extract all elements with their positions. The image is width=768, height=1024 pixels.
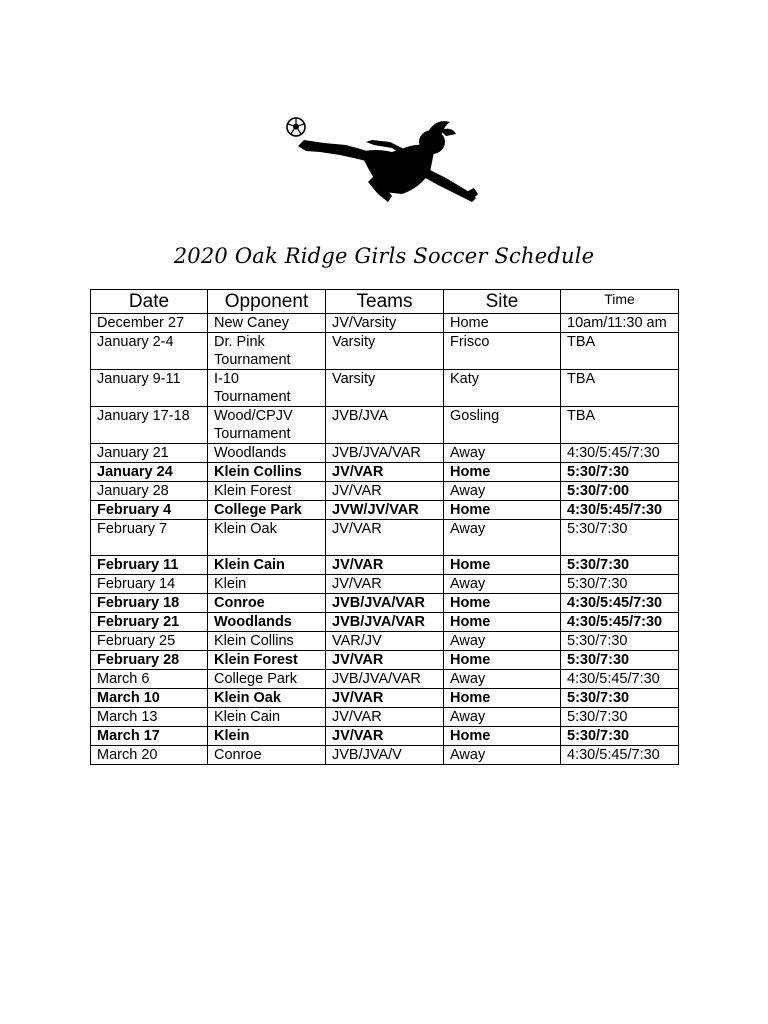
- soccer-player-illustration: [280, 112, 485, 207]
- header-opponent: Opponent: [208, 290, 326, 314]
- header-site: Site: [444, 290, 561, 314]
- cell-site: Away: [444, 444, 561, 463]
- cell-teams: JV/VAR: [326, 727, 444, 746]
- table-row: [91, 727, 679, 746]
- cell-opponent: Wood/CPJV Tournament: [208, 407, 326, 444]
- cell-site: Away: [444, 632, 561, 651]
- cell-opponent: College Park: [208, 670, 326, 689]
- cell-time: 5:30/7:30: [561, 708, 679, 727]
- cell-opponent: Conroe: [208, 746, 326, 765]
- cell-date: February 25: [91, 632, 208, 651]
- cell-date: February 14: [91, 575, 208, 594]
- table-row: [91, 746, 679, 765]
- cell-time: 5:30/7:30: [561, 575, 679, 594]
- header-date: Date: [91, 290, 208, 314]
- table-row: [91, 613, 679, 632]
- cell-time: 5:30/7:00: [561, 482, 679, 501]
- cell-time: 5:30/7:30: [561, 727, 679, 746]
- cell-time: 4:30/5:45/7:30: [561, 746, 679, 765]
- cell-date: January 9-11: [91, 370, 208, 407]
- cell-opponent: Klein Forest: [208, 482, 326, 501]
- cell-teams: JVB/JVA/V: [326, 746, 444, 765]
- schedule-body: [91, 314, 679, 765]
- cell-time: 5:30/7:30: [561, 463, 679, 482]
- table-row: [91, 501, 679, 520]
- cell-opponent: Klein Oak: [208, 689, 326, 708]
- cell-opponent: Woodlands: [208, 613, 326, 632]
- cell-site: Home: [444, 594, 561, 613]
- cell-date: March 20: [91, 746, 208, 765]
- table-row: [91, 689, 679, 708]
- cell-time: 4:30/5:45/7:30: [561, 670, 679, 689]
- cell-time: 4:30/5:45/7:30: [561, 594, 679, 613]
- cell-site: Home: [444, 556, 561, 575]
- cell-date: January 28: [91, 482, 208, 501]
- table-row: [91, 708, 679, 727]
- table-row: [91, 370, 679, 407]
- table-row: [91, 520, 679, 556]
- cell-teams: JV/VAR: [326, 556, 444, 575]
- cell-site: Home: [444, 727, 561, 746]
- table-row: [91, 670, 679, 689]
- cell-site: Home: [444, 689, 561, 708]
- cell-site: Gosling: [444, 407, 561, 444]
- table-row: [91, 651, 679, 670]
- cell-date: February 4: [91, 501, 208, 520]
- cell-date: January 17-18: [91, 407, 208, 444]
- cell-teams: Varsity: [326, 370, 444, 407]
- cell-site: Home: [444, 314, 561, 333]
- cell-site: Home: [444, 651, 561, 670]
- cell-date: December 27: [91, 314, 208, 333]
- table-row: [91, 632, 679, 651]
- cell-date: February 21: [91, 613, 208, 632]
- cell-opponent: College Park: [208, 501, 326, 520]
- cell-time: 5:30/7:30: [561, 689, 679, 708]
- cell-teams: JV/Varsity: [326, 314, 444, 333]
- cell-opponent: Dr. Pink Tournament: [208, 333, 326, 370]
- table-row: [91, 314, 679, 333]
- cell-site: Home: [444, 501, 561, 520]
- player-silhouette-icon: [298, 121, 478, 202]
- header-teams: Teams: [326, 290, 444, 314]
- cell-date: January 24: [91, 463, 208, 482]
- page-title: 2020 Oak Ridge Girls Soccer Schedule: [173, 244, 595, 268]
- cell-opponent: Klein Collins: [208, 632, 326, 651]
- cell-teams: VAR/JV: [326, 632, 444, 651]
- cell-date: February 18: [91, 594, 208, 613]
- table-row: [91, 575, 679, 594]
- cell-date: February 11: [91, 556, 208, 575]
- cell-time: 5:30/7:30: [561, 651, 679, 670]
- cell-teams: JV/VAR: [326, 575, 444, 594]
- table-row: [91, 482, 679, 501]
- cell-time: 4:30/5:45/7:30: [561, 444, 679, 463]
- table-row: [91, 463, 679, 482]
- cell-teams: JV/VAR: [326, 482, 444, 501]
- header-time: Time: [561, 290, 679, 314]
- cell-date: February 7: [91, 520, 208, 556]
- cell-opponent: Conroe: [208, 594, 326, 613]
- cell-time: TBA: [561, 333, 679, 370]
- cell-teams: JVB/JVA: [326, 407, 444, 444]
- table-row: [91, 444, 679, 463]
- cell-date: January 21: [91, 444, 208, 463]
- table-row: [91, 333, 679, 370]
- cell-time: 4:30/5:45/7:30: [561, 613, 679, 632]
- table-header-row: [91, 290, 679, 314]
- cell-time: 5:30/7:30: [561, 520, 679, 556]
- cell-date: January 2-4: [91, 333, 208, 370]
- cell-teams: JV/VAR: [326, 463, 444, 482]
- cell-opponent: I-10 Tournament: [208, 370, 326, 407]
- cell-time: 5:30/7:30: [561, 632, 679, 651]
- table-row: [91, 407, 679, 444]
- cell-opponent: Klein Cain: [208, 556, 326, 575]
- cell-teams: JV/VAR: [326, 708, 444, 727]
- cell-time: TBA: [561, 370, 679, 407]
- cell-time: 4:30/5:45/7:30: [561, 501, 679, 520]
- cell-time: 5:30/7:30: [561, 556, 679, 575]
- cell-site: Frisco: [444, 333, 561, 370]
- cell-opponent: Klein Cain: [208, 708, 326, 727]
- cell-site: Away: [444, 746, 561, 765]
- cell-site: Katy: [444, 370, 561, 407]
- cell-date: March 6: [91, 670, 208, 689]
- cell-date: February 28: [91, 651, 208, 670]
- cell-teams: JV/VAR: [326, 651, 444, 670]
- cell-site: Away: [444, 482, 561, 501]
- cell-opponent: Klein Collins: [208, 463, 326, 482]
- cell-teams: JVB/JVA/VAR: [326, 594, 444, 613]
- cell-time: TBA: [561, 407, 679, 444]
- cell-teams: JVB/JVA/VAR: [326, 444, 444, 463]
- cell-teams: JV/VAR: [326, 520, 444, 556]
- cell-site: Away: [444, 670, 561, 689]
- schedule-table: [90, 289, 679, 765]
- cell-site: Home: [444, 463, 561, 482]
- cell-site: Away: [444, 708, 561, 727]
- cell-opponent: Klein: [208, 575, 326, 594]
- cell-site: Away: [444, 575, 561, 594]
- cell-opponent: Klein Forest: [208, 651, 326, 670]
- cell-teams: JVB/JVA/VAR: [326, 613, 444, 632]
- cell-opponent: New Caney: [208, 314, 326, 333]
- cell-teams: Varsity: [326, 333, 444, 370]
- table-row: [91, 556, 679, 575]
- cell-time: 10am/11:30 am: [561, 314, 679, 333]
- cell-opponent: Klein Oak: [208, 520, 326, 556]
- cell-date: March 10: [91, 689, 208, 708]
- cell-teams: JVB/JVA/VAR: [326, 670, 444, 689]
- soccer-ball-icon: [287, 118, 305, 136]
- cell-site: Away: [444, 520, 561, 556]
- cell-teams: JVW/JV/VAR: [326, 501, 444, 520]
- cell-date: March 13: [91, 708, 208, 727]
- cell-teams: JV/VAR: [326, 689, 444, 708]
- table-row: [91, 594, 679, 613]
- cell-site: Home: [444, 613, 561, 632]
- cell-opponent: Klein: [208, 727, 326, 746]
- cell-opponent: Woodlands: [208, 444, 326, 463]
- cell-date: March 17: [91, 727, 208, 746]
